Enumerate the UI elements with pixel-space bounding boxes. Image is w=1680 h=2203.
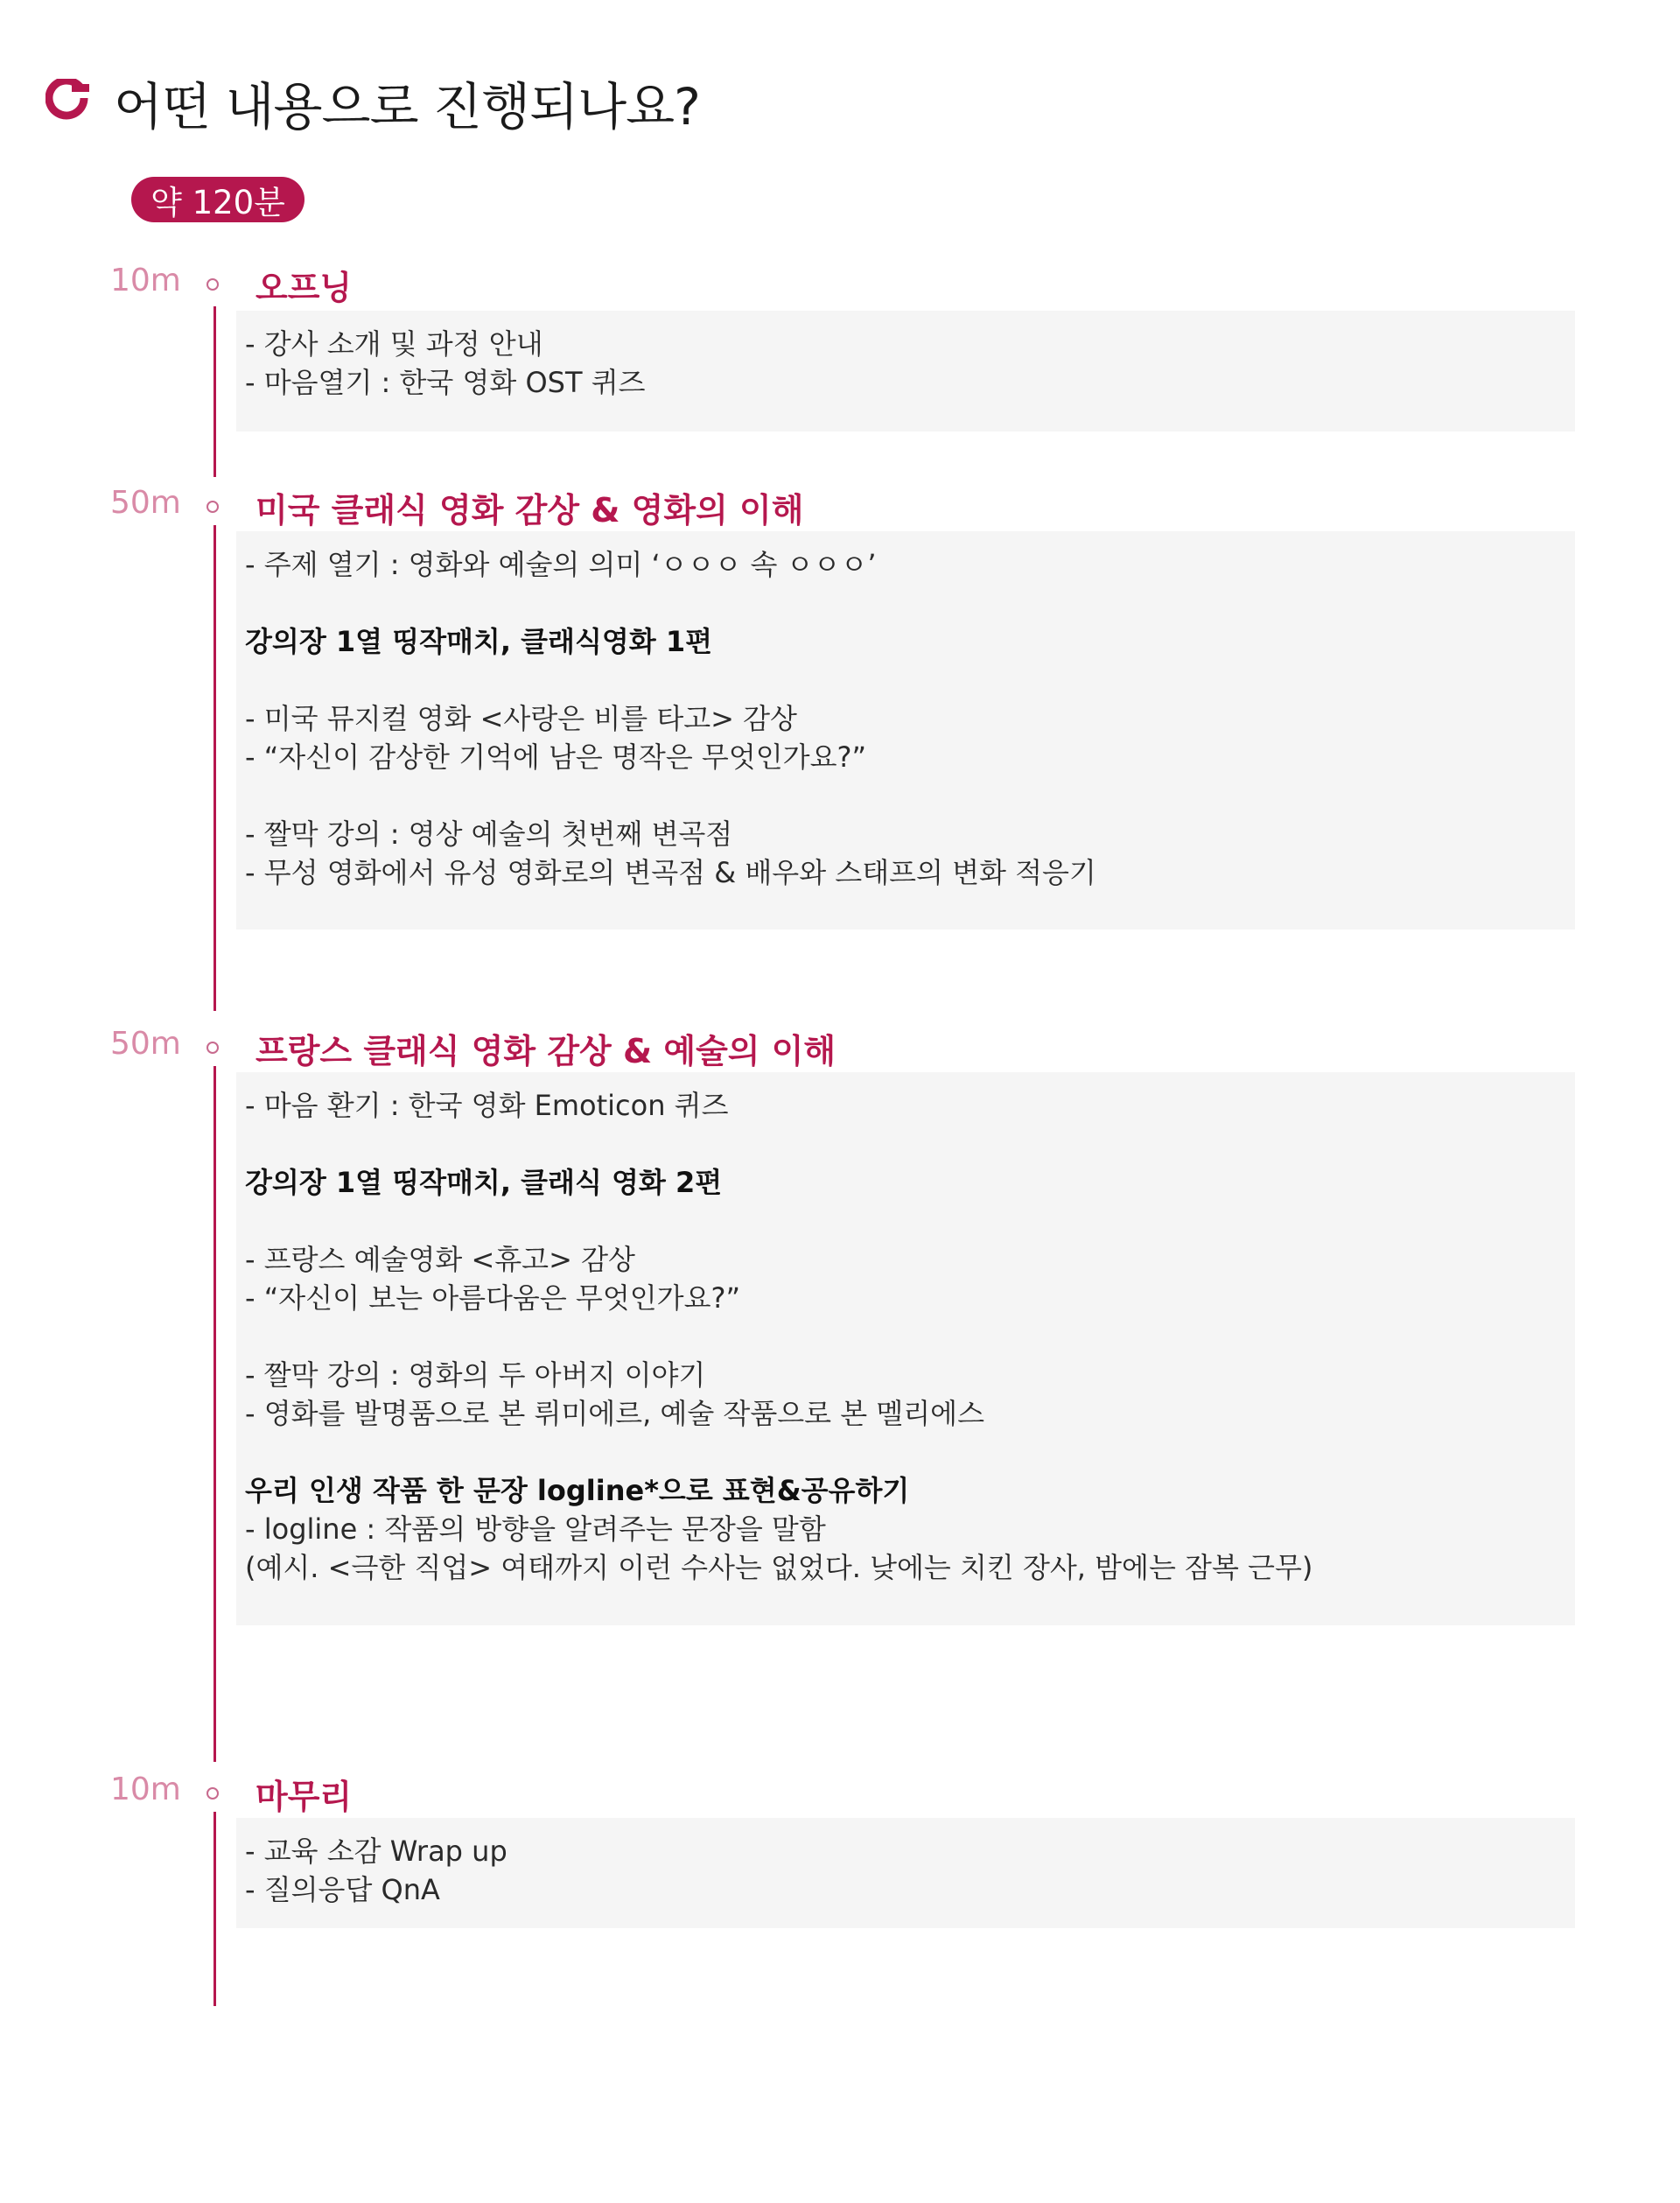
session-content-box: [236, 1072, 1575, 1625]
c-shaped-logo-icon: [46, 79, 93, 126]
duration-badge: 약 120분: [131, 177, 304, 222]
timeline-line: [214, 1066, 216, 1762]
timeline-dot-icon: [206, 278, 219, 291]
session-subheading: 강의장 1열 띵작매치, 클래식 영화 2편: [245, 1166, 723, 1199]
session-time: 50m: [110, 1026, 181, 1062]
page-header: [46, 63, 700, 142]
session-line-spacer: [245, 1125, 1566, 1163]
session-line-spacer: [245, 661, 1566, 699]
session-line: - “자신이 보는 아름다움은 무엇인가요?”: [245, 1281, 741, 1315]
session-line: - 영화를 발명품으로 본 뤼미에르, 예술 작품으로 본 멜리에스: [245, 1397, 984, 1430]
timeline-dot-icon: [206, 1787, 219, 1800]
session-time: 10m: [110, 263, 181, 298]
session-line-spacer: [245, 1317, 1566, 1356]
session-line-spacer: [245, 584, 1566, 622]
session-subheading: 우리 인생 작품 한 문장 logline*으로 표현&공유하기: [245, 1474, 910, 1507]
timeline-line: [214, 525, 216, 1011]
session-line: (예시. <극한 직업> 여태까지 이런 수사는 없었다. 낮에는 치킨 장사, 밤에는 잠복 근무): [245, 1551, 1313, 1584]
session-line: - 무성 영화에서 유성 영화로의 변곡점 & 배우와 스태프의 변화 적응기: [245, 856, 1096, 889]
session-line: - 주제 열기 : 영화와 예술의 의미 ‘ㅇㅇㅇ 속 ㅇㅇㅇ’: [245, 548, 877, 581]
session-line: - 짤막 강의 : 영상 예술의 첫번째 변곡점: [245, 817, 733, 851]
session-content-box: [236, 311, 1575, 431]
timeline-line: [214, 306, 216, 477]
session-line: - 교육 소감 Wrap up: [245, 1835, 508, 1868]
page-title: 어떤 내용으로 진행되나요?: [114, 77, 700, 137]
timeline-dot-icon: [206, 1042, 219, 1054]
session-line: - 질의응답 QnA: [245, 1873, 440, 1906]
session-line-spacer: [245, 1433, 1566, 1471]
session-line: - 강사 소개 및 과정 안내: [245, 327, 543, 361]
session-time: 10m: [110, 1772, 181, 1807]
session-subheading: 강의장 1열 띵작매치, 클래식영화 1편: [245, 625, 713, 658]
session-line: - 프랑스 예술영화 <휴고> 감상: [245, 1243, 635, 1276]
session-line: - 짤막 강의 : 영화의 두 아버지 이야기: [245, 1358, 706, 1392]
session-title: 프랑스 클래식 영화 감상 & 예술의 이해: [256, 1032, 836, 1070]
session-title: 미국 클래식 영화 감상 & 영화의 이해: [256, 491, 804, 530]
timeline-dot-icon: [206, 501, 219, 513]
session-title: 오프닝: [256, 269, 353, 307]
session-line: - logline : 작품의 방향을 알려주는 문장을 말함: [245, 1512, 826, 1546]
session-line: - 미국 뮤지컬 영화 <사랑은 비를 타고> 감상: [245, 702, 797, 735]
session-line-spacer: [245, 1202, 1566, 1240]
session-line: - 마음 환기 : 한국 영화 Emoticon 퀴즈: [245, 1089, 729, 1122]
session-line-spacer: [245, 776, 1566, 815]
timeline-line: [214, 1812, 216, 2006]
session-content-box: [236, 531, 1575, 930]
session-line: - “자신이 감상한 기억에 남은 명작은 무엇인가요?”: [245, 740, 867, 774]
session-content-box: [236, 1818, 1575, 1928]
session-line: - 마음열기 : 한국 영화 OST 퀴즈: [245, 366, 646, 399]
session-title: 마무리: [256, 1778, 353, 1816]
session-time: 50m: [110, 485, 181, 521]
